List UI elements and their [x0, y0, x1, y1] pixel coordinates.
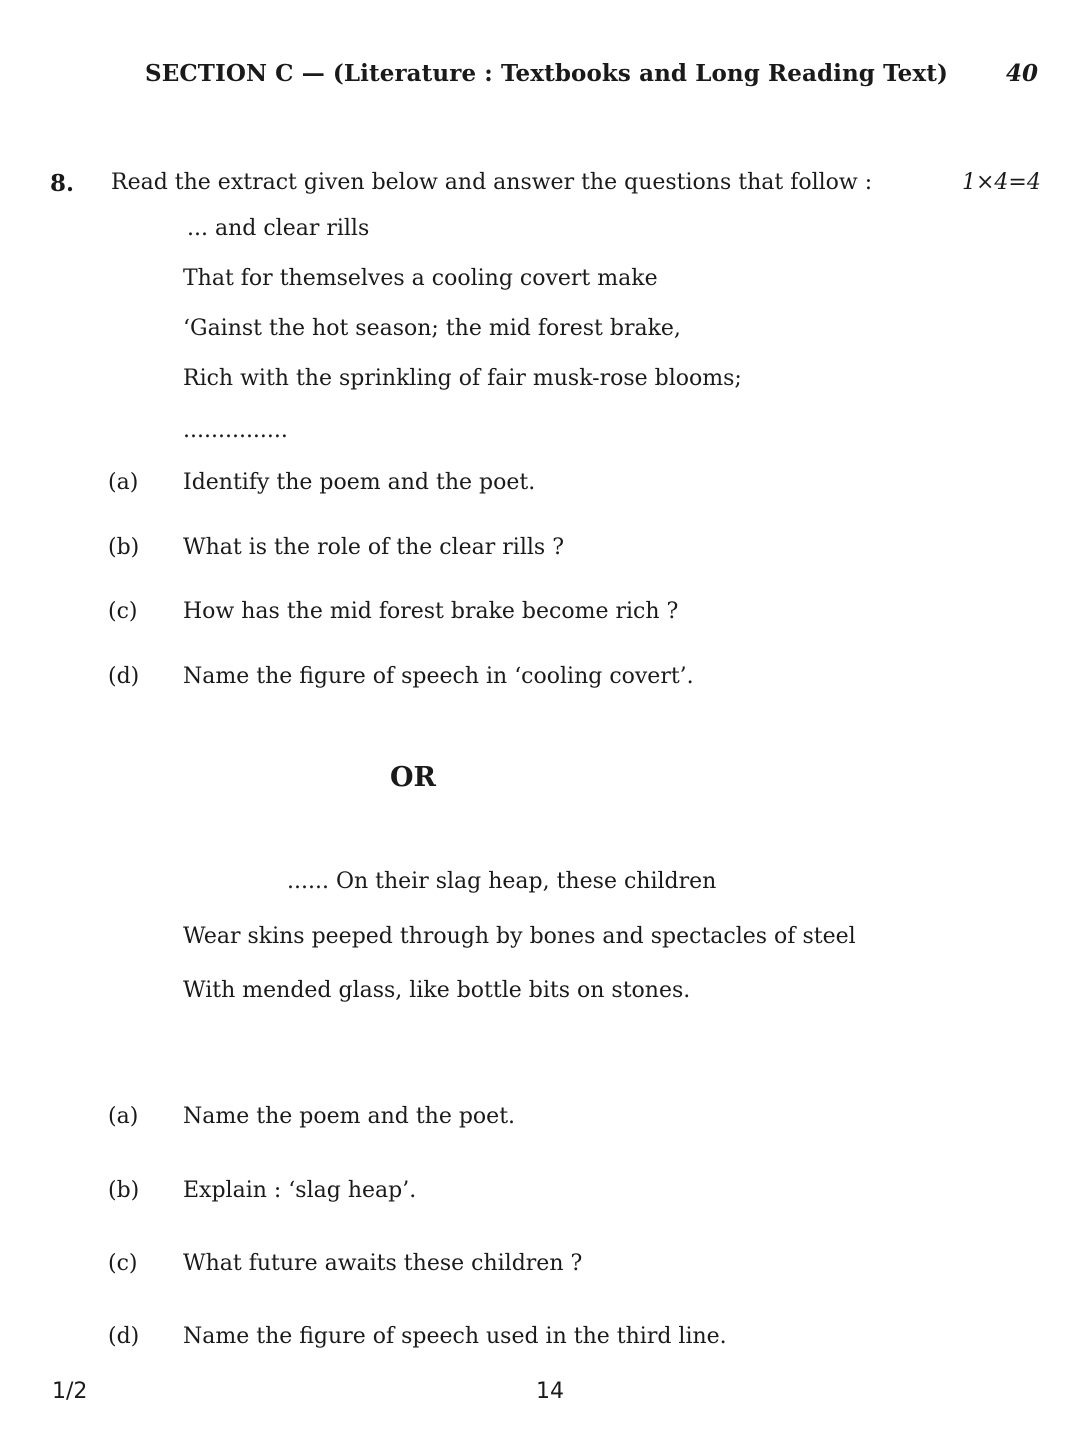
extract-line: That for themselves a cooling covert make	[183, 266, 658, 291]
extract-line: ... and clear rills	[187, 216, 370, 241]
part-text: Identify the poem and the poet.	[183, 470, 536, 495]
part-text: What future awaits these children ?	[183, 1251, 583, 1276]
part-label: (c)	[108, 599, 138, 624]
part-label: (b)	[108, 1178, 140, 1203]
part-label: (a)	[108, 470, 139, 495]
paper-code: 1/2	[52, 1379, 88, 1404]
extract-line: With mended glass, like bottle bits on stones.	[183, 978, 691, 1003]
part-label: (a)	[108, 1104, 139, 1129]
extract-line: ‘Gainst the hot season; the mid forest brake,	[183, 316, 681, 341]
section-heading: SECTION C — (Literature : Textbooks and Long Reading Text)	[145, 60, 948, 87]
part-text: What is the role of the clear rills ?	[183, 535, 564, 560]
question-instruction: Read the extract given below and answer the questions that follow :	[111, 170, 873, 195]
extract-line: ...... On their slag heap, these children	[287, 869, 717, 894]
part-text: How has the mid forest brake become rich ?	[183, 599, 679, 624]
part-text: Name the poem and the poet.	[183, 1104, 516, 1129]
part-label: (c)	[108, 1251, 138, 1276]
section-marks: 40	[1006, 60, 1039, 87]
part-label: (d)	[108, 664, 140, 689]
part-text: Explain : ‘slag heap’.	[183, 1178, 417, 1203]
or-divider: OR	[390, 762, 436, 793]
extract-ellipsis: ...............	[183, 418, 288, 443]
question-marks: 1×4=4	[962, 170, 1041, 195]
part-text: Name the figure of speech in ‘cooling covert’.	[183, 664, 694, 689]
extract-line: Wear skins peeped through by bones and spectacles of steel	[183, 924, 856, 949]
extract-line: Rich with the sprinkling of fair musk-rose blooms;	[183, 366, 742, 391]
part-text: Name the figure of speech used in the third line.	[183, 1324, 727, 1349]
part-label: (b)	[108, 535, 140, 560]
question-number: 8.	[50, 170, 75, 197]
page-number: 14	[536, 1379, 564, 1404]
part-label: (d)	[108, 1324, 140, 1349]
